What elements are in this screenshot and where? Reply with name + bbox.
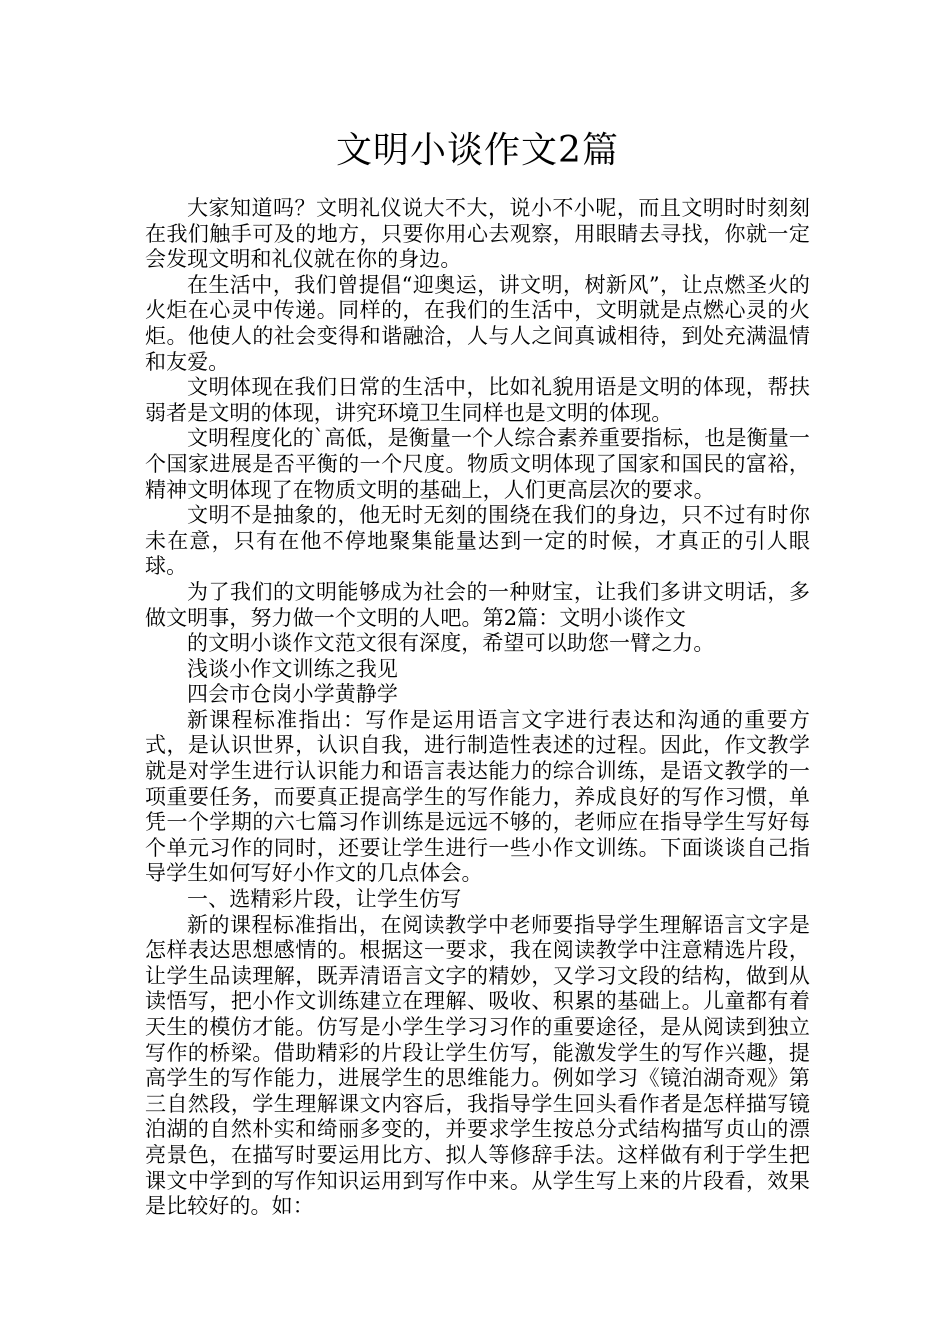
paragraph-3: 文明体现在我们日常的生活中，比如礼貌用语是文明的体现，帮扶弱者是文明的体现，讲究环境卫生同样也是文明的体现。 [145,375,810,425]
paragraph-4: 文明程度化的`高低，是衡量一个人综合素养重要指标，也是衡量一个国家进展是否平衡的一个尺度。物质文明体现了国家和国民的富裕，精神文明体现了在物质文明的基础上，人们更高层次的要求。 [145,426,810,502]
paragraph-9-author: 四会市仓岗小学黄静学 [187,682,398,707]
document-page [145,128,810,1220]
paragraph-8-heading: 浅谈小作文训练之我见 [187,656,398,681]
paragraph-5: 文明不是抽象的，他无时无刻的围绕在我们的身边，只不过有时你未在意，只有在他不停地聚集能量达到一定的时候，才真正的引人眼球。 [145,503,810,579]
paragraph-2: 在生活中，我们曾提倡“迎奥运，讲文明，树新风”，让点燃圣火的火炬在心灵中传递。同样的，在我们的生活中，文明就是点燃心灵的火炬。他使人的社会变得和谐融洽，人与人之间真诚相待，到处充满温情和友爱。 [145,272,810,374]
paragraph-7: 的文明小谈作文范文很有深度，希望可以助您一臂之力。 [187,631,715,656]
paragraph-1: 大家知道吗？文明礼仪说大不大，说小不小呢，而且文明时时刻刻在我们触手可及的地方，只要你用心去观察，用眼睛去寻找，你就一定会发现文明和礼仪就在你的身边。 [145,196,810,272]
document-title: 文明小谈作文2篇 [336,130,619,171]
paragraph-12: 新的课程标准指出，在阅读教学中老师要指导学生理解语言文字是怎样表达思想感情的。根据这一要求，我在阅读教学中注意精选片段，让学生品读理解，既弄清语言文字的精妙，又学习文段的结构，做到从读悟写，把小作文训练建立在理解、吸收、积累的基础上。儿童都有着天生的模仿才能。仿写是小学生学习习作的重要途径，是从阅读到独立写作的桥梁。借助精彩的片段让学生仿写，能激发学生的写作兴趣，提高学生的写作能力，进展学生的思维能力。例如学习《镜泊湖奇观》第三自然段，学生理解课文内容后，我指导学生回头看作者是怎样描写镜泊湖的自然朴实和绮丽多变的，并要求学生按总分式结构描写贞山的漂亮景色，在描写时要运用比方、拟人等修辞手法。这样做有利于学生把课文中学到的写作知识运用到写作中来。从学生写上来的片段看，效果是比较好的。如： [145,912,810,1219]
paragraph-10: 新课程标准指出：写作是运用语言文字进行表达和沟通的重要方式，是认识世界，认识自我，进行制造性表述的过程。因此，作文教学就是对学生进行认识能力和语言表达能力的综合训练，是语文教学的一项重要任务，而要真正提高学生的写作能力，养成良好的写作习惯，单凭一个学期的六七篇习作训练是远远不够的，老师应在指导学生写好每个单元习作的同时，还要让学生进行一些小作文训练。下面谈谈自己指导学生如何写好小作文的几点体会。 [145,707,810,886]
paragraph-11-section-heading: 一、选精彩片段，让学生仿写 [187,887,462,912]
paragraph-6: 为了我们的文明能够成为社会的一种财宝，让我们多讲文明话，多做文明事，努力做一个文明的人吧。第2篇：文明小谈作文 [145,579,810,630]
